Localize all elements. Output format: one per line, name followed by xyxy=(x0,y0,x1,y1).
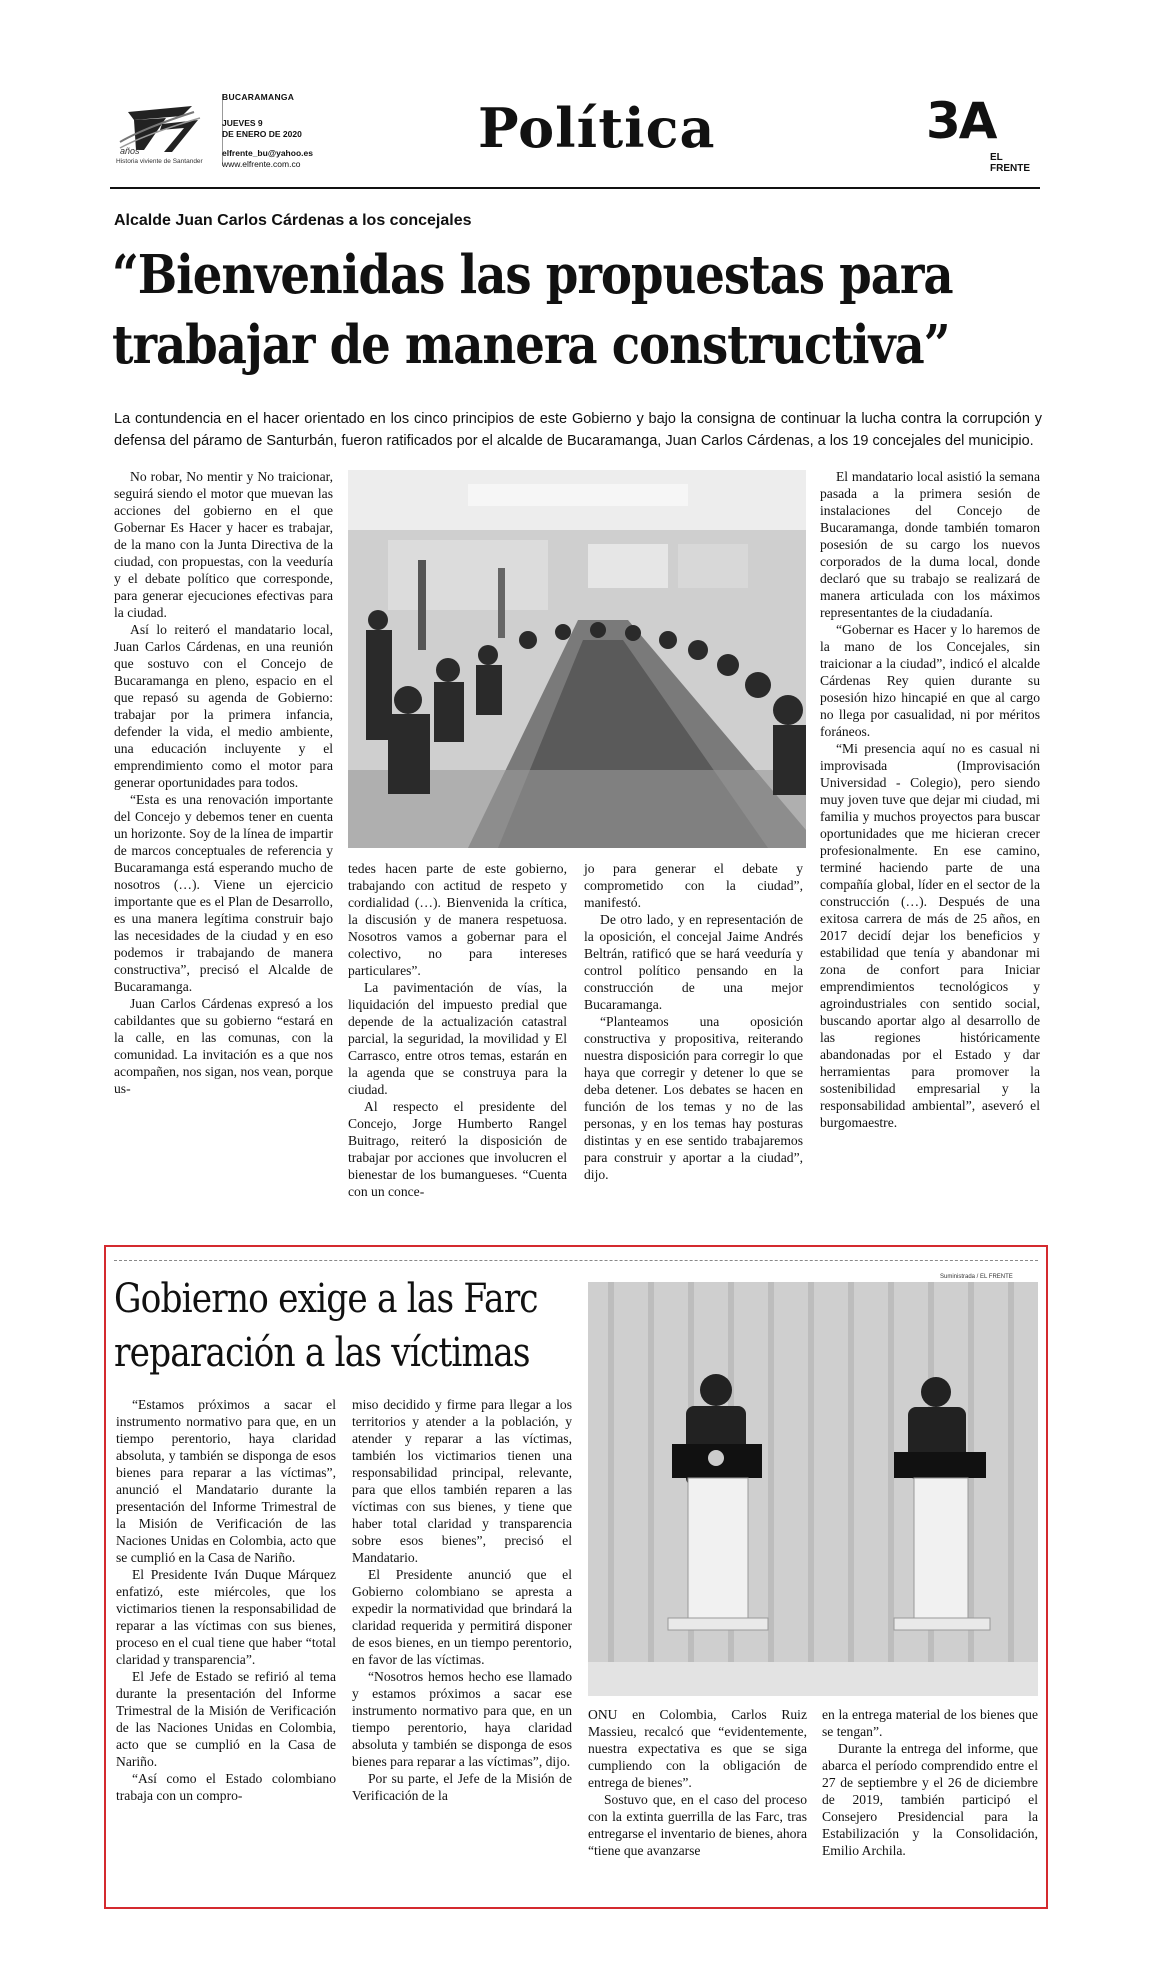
date-line-1: JUEVES 9 xyxy=(222,118,263,128)
masthead xyxy=(110,90,1040,182)
paragraph: El Presidente anunció que el Gobierno colombiano se apresta a expedir la normatividad que brindará la claridad requerida y permitirá disponer de esos bienes, en un tiempo perentorio, en favor de las víctimas. xyxy=(352,1567,572,1667)
article2-column-4 xyxy=(822,1706,1038,1859)
paragraph: El Presidente Iván Duque Márquez enfatizó, este miércoles, que los victimarios tienen la responsabilidad de reparar a las víctimas con sus bienes, proceso en el cual tiene que haber “total claridad y transparencia”. xyxy=(116,1567,336,1667)
paragraph: Sostuvo que, en el caso del proceso con la extinta guerrilla de las Farc, tras entregarse el inventario de bienes, ahora “tiene que avanzarse xyxy=(588,1792,807,1858)
paragraph: “Mi presencia aquí no es casual ni improvisada (Improvisación Universidad - Colegio), pero siendo muy joven tuve que dejar mi ciudad, mi familia y muchos proyectos para buscar oportunidades que me hicieran crecer profesionalmente. En ese camino, terminé haciendo parte de una compañía global, líder en el sector de la construcción (…). Después de una exitosa carrera de más de 25 años, en 2017 decidí dejar los beneficios y estabilidad que tenía y abandonar mi zona de confort para Iniciar emprendimientos tecnológicos y agroindustriales con sentido social, buscando aportar algo al desarrollo de las regiones históricamente abandonadas por el Estado y dar herramientas para promover la sostenibilidad empresarial y la responsabilidad ambiental”, aseveró el burgomaestre. xyxy=(820,741,1040,1130)
paragraph: Juan Carlos Cárdenas expresó a los cabildantes que su gobierno “estará en la calle, en las comunas, con la comunidad. La invitación es a que nos acompañen, nos sigan, nos vean, porque us- xyxy=(114,996,333,1096)
article2-top-rule xyxy=(114,1260,1038,1261)
masthead-rule xyxy=(110,187,1040,189)
logo-tagline: Historia viviente de Santander xyxy=(116,158,203,165)
president-podium-photo xyxy=(588,1282,1038,1696)
photo-credit: Suministrada / EL FRENTE xyxy=(940,1274,1013,1280)
paragraph: Así lo reiteró el mandatario local, Juan Carlos Cárdenas, en una reunión que sostuvo con el Concejo de Bucaramanga en pleno, espacio en el que repasó su agenda de Gobierno: trabajar por la primera infancia, defender la vida, el medio ambiente, una educación incluyente y el emprendimiento como el motor para generar oportunidades para todos. xyxy=(114,622,333,790)
article1-column-1 xyxy=(114,468,333,1097)
article2-column-2 xyxy=(352,1396,572,1804)
page-number: 3A xyxy=(926,92,996,150)
paragraph: “Nosotros hemos hecho ese llamado y estamos próximos a sacar ese instrumento normativo para que, en un tiempo perentorio, haya claridad absoluta y también se disponga de esos bienes para reparar a las víctimas”, dijo. xyxy=(352,1669,572,1769)
article1-column-3 xyxy=(584,860,803,1183)
article2-headline-line2: reparación a las víctimas xyxy=(114,1330,530,1376)
article1-column-2 xyxy=(348,860,567,1200)
section-title: Política xyxy=(478,96,716,160)
paragraph: Al respecto el presidente del Concejo, Jorge Humberto Rangel Buitrago, reiteró la disposición de trabajar por acciones que involucren el bienestar de los bumangueses. “Cuenta con un conce- xyxy=(348,1099,567,1199)
article1-lead: La contundencia en el hacer orientado en los cinco principios de este Gobierno y bajo la consigna de continuar la lucha contra la corrupción y defensa del páramo de Santurbán, fueron ratificados por el alcalde de Bucaramanga, Juan Carlos Cárdenas, a los 19 concejales del municipio. xyxy=(114,411,1042,449)
paragraph: “Así como el Estado colombiano trabaja con un compro- xyxy=(116,1771,336,1803)
paragraph: “Estamos próximos a sacar el instrumento normativo para que, en un tiempo perentorio, haya claridad absoluta, y también se disponga de esos bienes para reparar a las víctimas”, anunció el Mandatario durante la presentación del Informe Trimestral de la Misión de Verificación de las Naciones Unidas en Colombia, acto que se cumplió en la Casa de Nariño. xyxy=(116,1397,336,1565)
article2-headline xyxy=(114,1272,538,1380)
paragraph: Durante la entrega del informe, que abarca el período comprendido entre el 27 de septiembre y el 26 de diciembre de 2019, también participó el Consejero Presidencial para la Estabilización y la Consolidación, Emilio Archila. xyxy=(822,1741,1038,1858)
paragraph: jo para generar el debate y comprometido con la ciudad”, manifestó. xyxy=(584,861,803,910)
paragraph: ONU en Colombia, Carlos Ruiz Massieu, recalcó que “evidentemente, nuestra expectativa es que se siga cumpliendo con la obligación de entrega de bienes”. xyxy=(588,1707,807,1790)
date-line-2: DE ENERO DE 2020 xyxy=(222,129,302,139)
paragraph: El mandatario local asistió la semana pasada a la primera sesión de instalaciones del Concejo de Bucaramanga, donde también tomaron posesión de su cargo los nuevos corporados de la duma local, donde declaró que su trabajo se realizará de manera articulada con los máximos representantes de la ciudadanía. xyxy=(820,469,1040,620)
paper-name: EL FRENTE xyxy=(990,152,1030,174)
paragraph: No robar, No mentir y No traicionar, seguirá siendo el motor que muevan las acciones del gobierno en el que Gobernar Es Hacer y hacer es trabajar, de la mano con la Junta Directiva de la ciudad, con propuestas, con la veeduría y el debate político que corresponde, para generar ejecuciones efectivas para la ciudad. xyxy=(114,469,333,620)
paragraph: “Gobernar es Hacer y lo haremos de la mano de los Concejales, sin traicionar a la ciudad”, indicó el alcalde Cárdenas Rey quien durante su posesión hizo hincapié en que al cargo no llega por casualidad, ni por méritos foráneos. xyxy=(820,622,1040,739)
article2-column-1 xyxy=(116,1396,336,1804)
paragraph: “Planteamos una oposición constructiva y propositiva, reiterando nuestra disposición para corregir lo que haya que corregir y detener lo que se deba detener. Los debates se hacen en función de los temas y no de las personas, y en los temas hay posturas distintas y en ese sentido trabajaremos para construir y aportar a la ciudad”, dijo. xyxy=(584,1014,803,1182)
article2-column-3 xyxy=(588,1706,807,1859)
paragraph: El Jefe de Estado se refirió al tema durante la presentación del Informe Trimestral de la Misión de Verificación de las Naciones Unidas en Colombia, acto que se cumplió en la Casa de Nariño. xyxy=(116,1669,336,1769)
paragraph: en la entrega material de los bienes que se tengan”. xyxy=(822,1707,1038,1739)
article1-kicker: Alcalde Juan Carlos Cárdenas a los concejales xyxy=(114,212,472,229)
paragraph: La pavimentación de vías, la liquidación del impuesto predial que depende de la actualización catastral parcial, la seguridad, la movilidad y El Carrasco, entre otros temas, estarán en la agenda que se construya para la ciudad. xyxy=(348,980,567,1097)
article1-headline-line1: “Bienvenidas las propuestas para xyxy=(112,244,953,306)
paragraph: “Esta es una renovación importante del Concejo y debemos tener en cuenta un horizonte. Soy de la línea de impartir de marcos conceptuales de referencia y Bucaramanga está esperando mucho de nosotros (…). Viene un ejercicio importante que es el Plan de Desarrollo, es una manera legítima construir bajo las necesidades de la ciudad y en eso podemos ir trabajando de manera constructiva”, precisó el Alcalde de Bucaramanga. xyxy=(114,792,333,994)
paragraph: Por su parte, el Jefe de la Misión de Verificación de la xyxy=(352,1771,572,1803)
article1-headline xyxy=(112,240,953,380)
paragraph: De otro lado, y en representación de la oposición, el concejal Jaime Andrés Beltrán, ratificó que se hará veeduría y control político pensando en la construcción de una mejor Bucaramanga. xyxy=(584,912,803,1012)
logo xyxy=(114,98,210,170)
council-meeting-photo xyxy=(348,470,806,848)
paragraph: miso decidido y firme para llegar a los territorios y atender a la población, y atender y reparar a las víctimas, también los victimarios tienen una responsabilidad principal, relevante, para que ellos también reparen a las víctimas con sus bienes, y tiene que haber total claridad y transparencia sobre esos bienes”, precisó el Mandatario. xyxy=(352,1397,572,1565)
website-text: www.elfrente.com.co xyxy=(222,159,301,169)
logo-years-text: años xyxy=(120,146,140,156)
article2-headline-line1: Gobierno exige a las Farc xyxy=(114,1276,538,1322)
article1-column-4 xyxy=(820,468,1040,1131)
city-label: BUCARAMANGA xyxy=(222,92,295,102)
article1-headline-line2: trabajar de manera constructiva” xyxy=(112,314,950,376)
email-text: elfrente_bu@yahoo.es xyxy=(222,148,313,158)
paragraph: tedes hacen parte de este gobierno, trabajando con actitud de respeto y cordialidad (…). Bienvenida la crítica, la discusión y de manera respetuosa. Nosotros vamos a gobernar para el colectivo, no para intereses particulares”. xyxy=(348,861,567,978)
